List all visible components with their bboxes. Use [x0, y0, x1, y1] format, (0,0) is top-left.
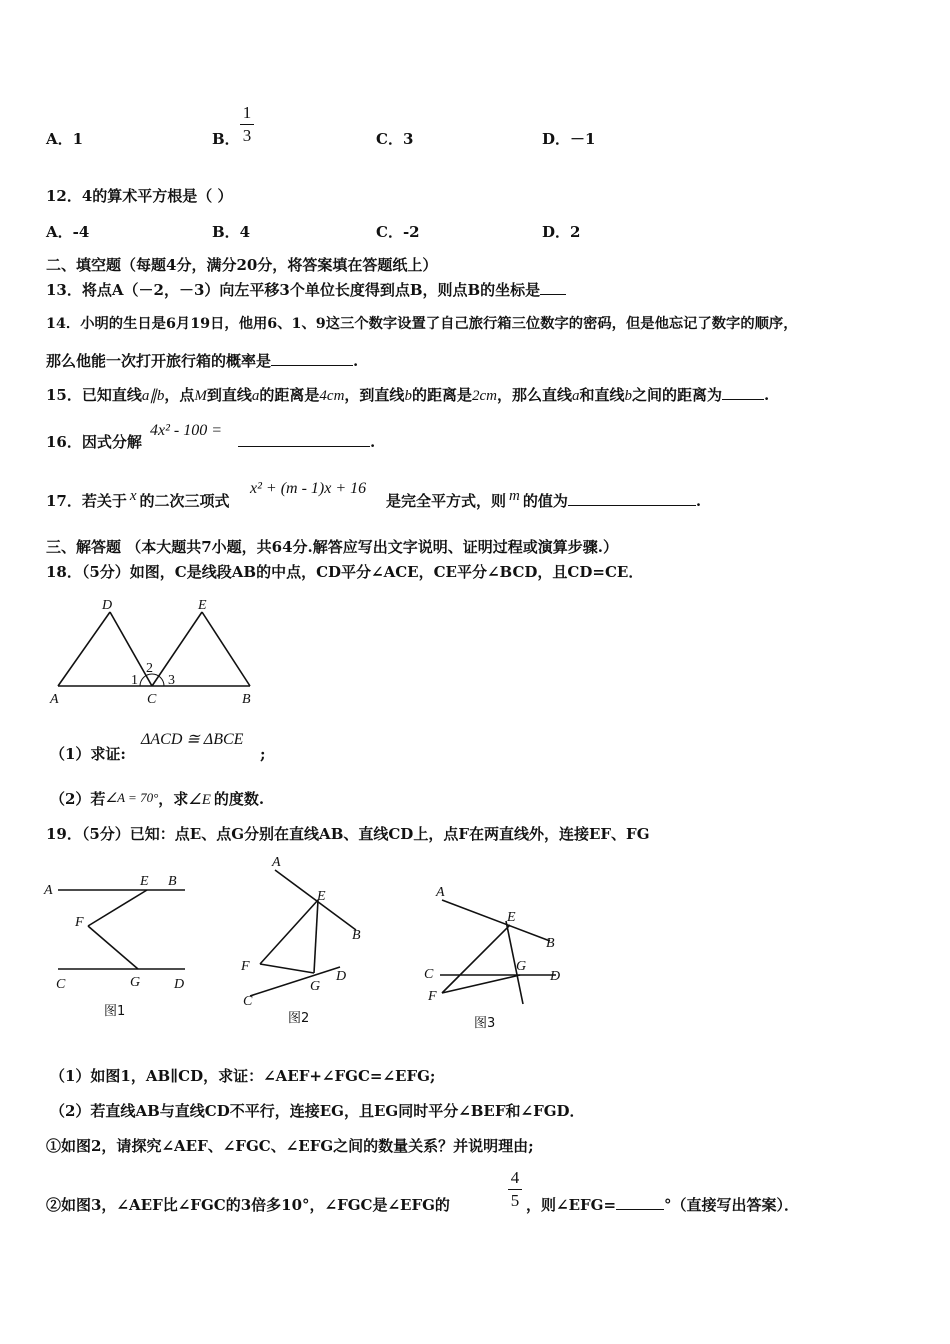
q15-text-5: ，到直线	[344, 386, 405, 404]
q14-answer-blank[interactable]	[271, 365, 353, 366]
label-c: C	[56, 977, 66, 992]
label-a: A	[436, 885, 445, 900]
label-a: A	[272, 855, 281, 870]
q18-part2-text-3: 的度数.	[213, 790, 265, 808]
q19-sub2-text-2: ，则∠EFG=	[526, 1196, 617, 1214]
segment-eg	[314, 900, 318, 973]
q13-stem	[46, 281, 566, 299]
q18-part1-label: （1）求证:	[50, 745, 126, 763]
line-cd	[250, 967, 340, 996]
segment-ef	[88, 890, 147, 926]
label-e: E	[507, 910, 516, 925]
q11-option-a: A．1	[46, 130, 84, 148]
fraction-numerator: 4	[510, 1168, 520, 1187]
figure-1-caption: 图1	[104, 1004, 126, 1019]
label-d: D	[336, 969, 347, 984]
q13-answer-blank[interactable]	[540, 294, 566, 295]
q15-text-3: 到直线	[206, 386, 252, 404]
q16-stem	[46, 433, 142, 451]
fraction-denominator: 5	[510, 1191, 520, 1210]
label-e: E	[140, 874, 149, 889]
q15-text-8: 和直线	[579, 386, 625, 404]
q17-var-x: x	[129, 488, 137, 504]
q12-option-b: B．4	[212, 223, 251, 241]
q18-part1-expression: ΔACD ≅ ΔBCE	[141, 731, 244, 748]
label-e: E	[198, 598, 207, 613]
q15-answer-blank[interactable]	[722, 399, 764, 400]
q17-var-m: m	[509, 488, 520, 504]
q17-answer-blank[interactable]	[568, 505, 696, 506]
fraction-denominator: 3	[242, 126, 252, 145]
label-f: F	[75, 915, 84, 930]
line-ab	[275, 870, 356, 930]
q19-sub2	[46, 1196, 450, 1214]
q19-sub2-tail	[526, 1196, 799, 1214]
section-2-heading: 二、填空题（每题4分，满分20分，将答案填在答题纸上）	[46, 256, 438, 274]
section-3-heading: 三、解答题 （本大题共7小题，共64分.解答应写出文字说明、证明过程或演算步骤.）	[46, 538, 618, 556]
q15-text-2: ，点	[164, 386, 195, 404]
q19-sub2-text-1: ②如图3，∠AEF比∠FGC的3倍多10°，∠FGC是∠EFG的	[46, 1196, 450, 1214]
q15-point-m: M	[194, 388, 207, 404]
q11-option-c: C．3	[376, 130, 414, 148]
q17-text-4: 的值为	[522, 492, 568, 510]
segment-ad	[58, 612, 110, 686]
fraction-numerator: 1	[242, 103, 252, 122]
q18-part2-text-1: （2）若	[50, 790, 106, 808]
q15-line-b-2: b	[624, 388, 632, 404]
q18-stem: 18．（5分）如图，C是线段AB的中点，CD平分∠ACE，CE平分∠BCD，且CD=CE．	[46, 563, 644, 581]
q15-text-6: 的距离是	[411, 386, 472, 404]
q15-stem: 15．已知直线a∥b，点M到直线a的距离是4cm，到直线b的距离是2cm，那么直线a和直线b之间的距离为 .	[46, 386, 770, 404]
q16-answer-blank[interactable]	[238, 446, 370, 447]
q11-option-b: B．	[212, 130, 240, 148]
q19-figure-2	[230, 850, 390, 1040]
angle-2-label: 2	[146, 661, 153, 676]
q15-text-7: ，那么直线	[496, 386, 572, 404]
q15-line-b: b	[404, 388, 412, 404]
segment-fg	[88, 926, 138, 969]
label-b: B	[168, 874, 177, 889]
q13-text: 13．将点A（－2，－3）向左平移3个单位长度得到点B，则点B的坐标是	[46, 281, 541, 299]
label-b: B	[546, 936, 555, 951]
angle-3-label: 3	[168, 673, 175, 688]
label-d: D	[102, 598, 113, 613]
q12-option-c: C．-2	[376, 223, 420, 241]
q12-option-d: D．2	[542, 223, 581, 241]
q17-text-2: 的二次三项式	[139, 492, 230, 510]
angle-1-label: 1	[131, 673, 138, 688]
figure-3-caption: 图3	[474, 1016, 496, 1031]
q19-sub1: ①如图2，请探究∠AEF、∠FGC、∠EFG之间的数量关系？并说明理由;	[46, 1137, 534, 1155]
q15-line-a: a	[251, 388, 260, 404]
q14-line2: 那么他能一次打开旅行箱的概率是 .	[46, 352, 359, 370]
q15-text-9: 之间的距离为	[631, 386, 722, 404]
q17-text-1: 17．若关于	[46, 492, 127, 510]
q19-part1: （1）如图1，AB∥CD，求证：∠AEF+∠FGC=∠EFG;	[50, 1067, 436, 1085]
q17-text-3: 是完全平方式，则	[386, 492, 507, 510]
line-ab	[442, 900, 550, 941]
q15-distance-1: 4cm	[319, 388, 345, 404]
segment-fg	[260, 964, 314, 973]
label-a: A	[50, 692, 59, 707]
q19-sub2-answer-blank[interactable]	[616, 1209, 664, 1210]
q15-parallel-ab: a∥b	[141, 388, 165, 404]
label-b: B	[352, 928, 361, 943]
segment-ef	[260, 900, 318, 964]
q14-line1: 14．小明的生日是6月19日，他用6、1、9这三个数字设置了自己旅行箱三位数字的密码，但是他忘记了数字的顺序，	[46, 316, 798, 332]
segment-be	[202, 612, 250, 686]
label-d: D	[174, 977, 185, 992]
segment-ef	[442, 925, 510, 993]
label-c: C	[243, 994, 253, 1009]
q17-stem-tail: 是完全平方式，则 m 的值为 .	[386, 488, 702, 510]
segment-ce	[152, 612, 202, 686]
label-g: G	[310, 979, 321, 994]
figure-2-caption: 图2	[288, 1011, 310, 1026]
q19-sub2-fraction	[508, 1168, 522, 1211]
q19-stem: 19．（5分）已知：点E、点G分别在直线AB、直线CD上，点F在两直线外，连接EF、FG	[46, 825, 650, 843]
q16-expression: 4x² - 100 =	[150, 422, 223, 439]
q19-figure-1	[40, 868, 200, 1028]
q18-figure	[40, 592, 280, 712]
q11-option-d: D．－1	[542, 130, 596, 148]
q19-part2: （2）若直线AB与直线CD不平行，连接EG，且EG同时平分∠BEF和∠FGD．	[50, 1102, 585, 1120]
q19-figure-3	[420, 874, 580, 1044]
q18-part2-angle-a: ∠A = 70°	[105, 790, 159, 805]
label-b: B	[242, 692, 251, 707]
q18-part2	[50, 790, 264, 809]
label-g: G	[516, 959, 527, 974]
q18-part1-end: ;	[260, 745, 266, 763]
label-f: F	[428, 989, 437, 1004]
q15-text-1: 15．已知直线	[46, 386, 142, 404]
q18-part2-text-2: ，求	[158, 790, 189, 808]
q17-stem	[46, 488, 230, 511]
q19-sub2-text-3: °（直接写出答案）．	[664, 1196, 800, 1214]
label-c: C	[147, 692, 157, 707]
label-a: A	[44, 883, 53, 898]
label-e: E	[317, 889, 326, 904]
q16-text: 16．因式分解	[46, 433, 142, 451]
q14-text: 那么他能一次打开旅行箱的概率是	[46, 352, 272, 370]
segment-fg	[442, 975, 520, 993]
q15-distance-2: 2cm	[471, 388, 497, 404]
q18-part2-angle-e: ∠E	[188, 792, 211, 808]
q17-expression: x² + (m - 1)x + 16	[250, 480, 367, 497]
q15-text-4: 的距离是	[259, 386, 320, 404]
q11-option-b-fraction	[240, 103, 254, 146]
label-g: G	[130, 975, 141, 990]
q15-line-a-2: a	[571, 388, 580, 404]
q12-option-a: A．-4	[46, 223, 90, 241]
q18-part1	[50, 745, 126, 763]
label-f: F	[241, 959, 250, 974]
label-d: D	[550, 969, 561, 984]
q12-stem: 12．4的算术平方根是（ ）	[46, 187, 233, 205]
q16-answer-line: .	[238, 433, 375, 451]
label-c: C	[424, 967, 434, 982]
